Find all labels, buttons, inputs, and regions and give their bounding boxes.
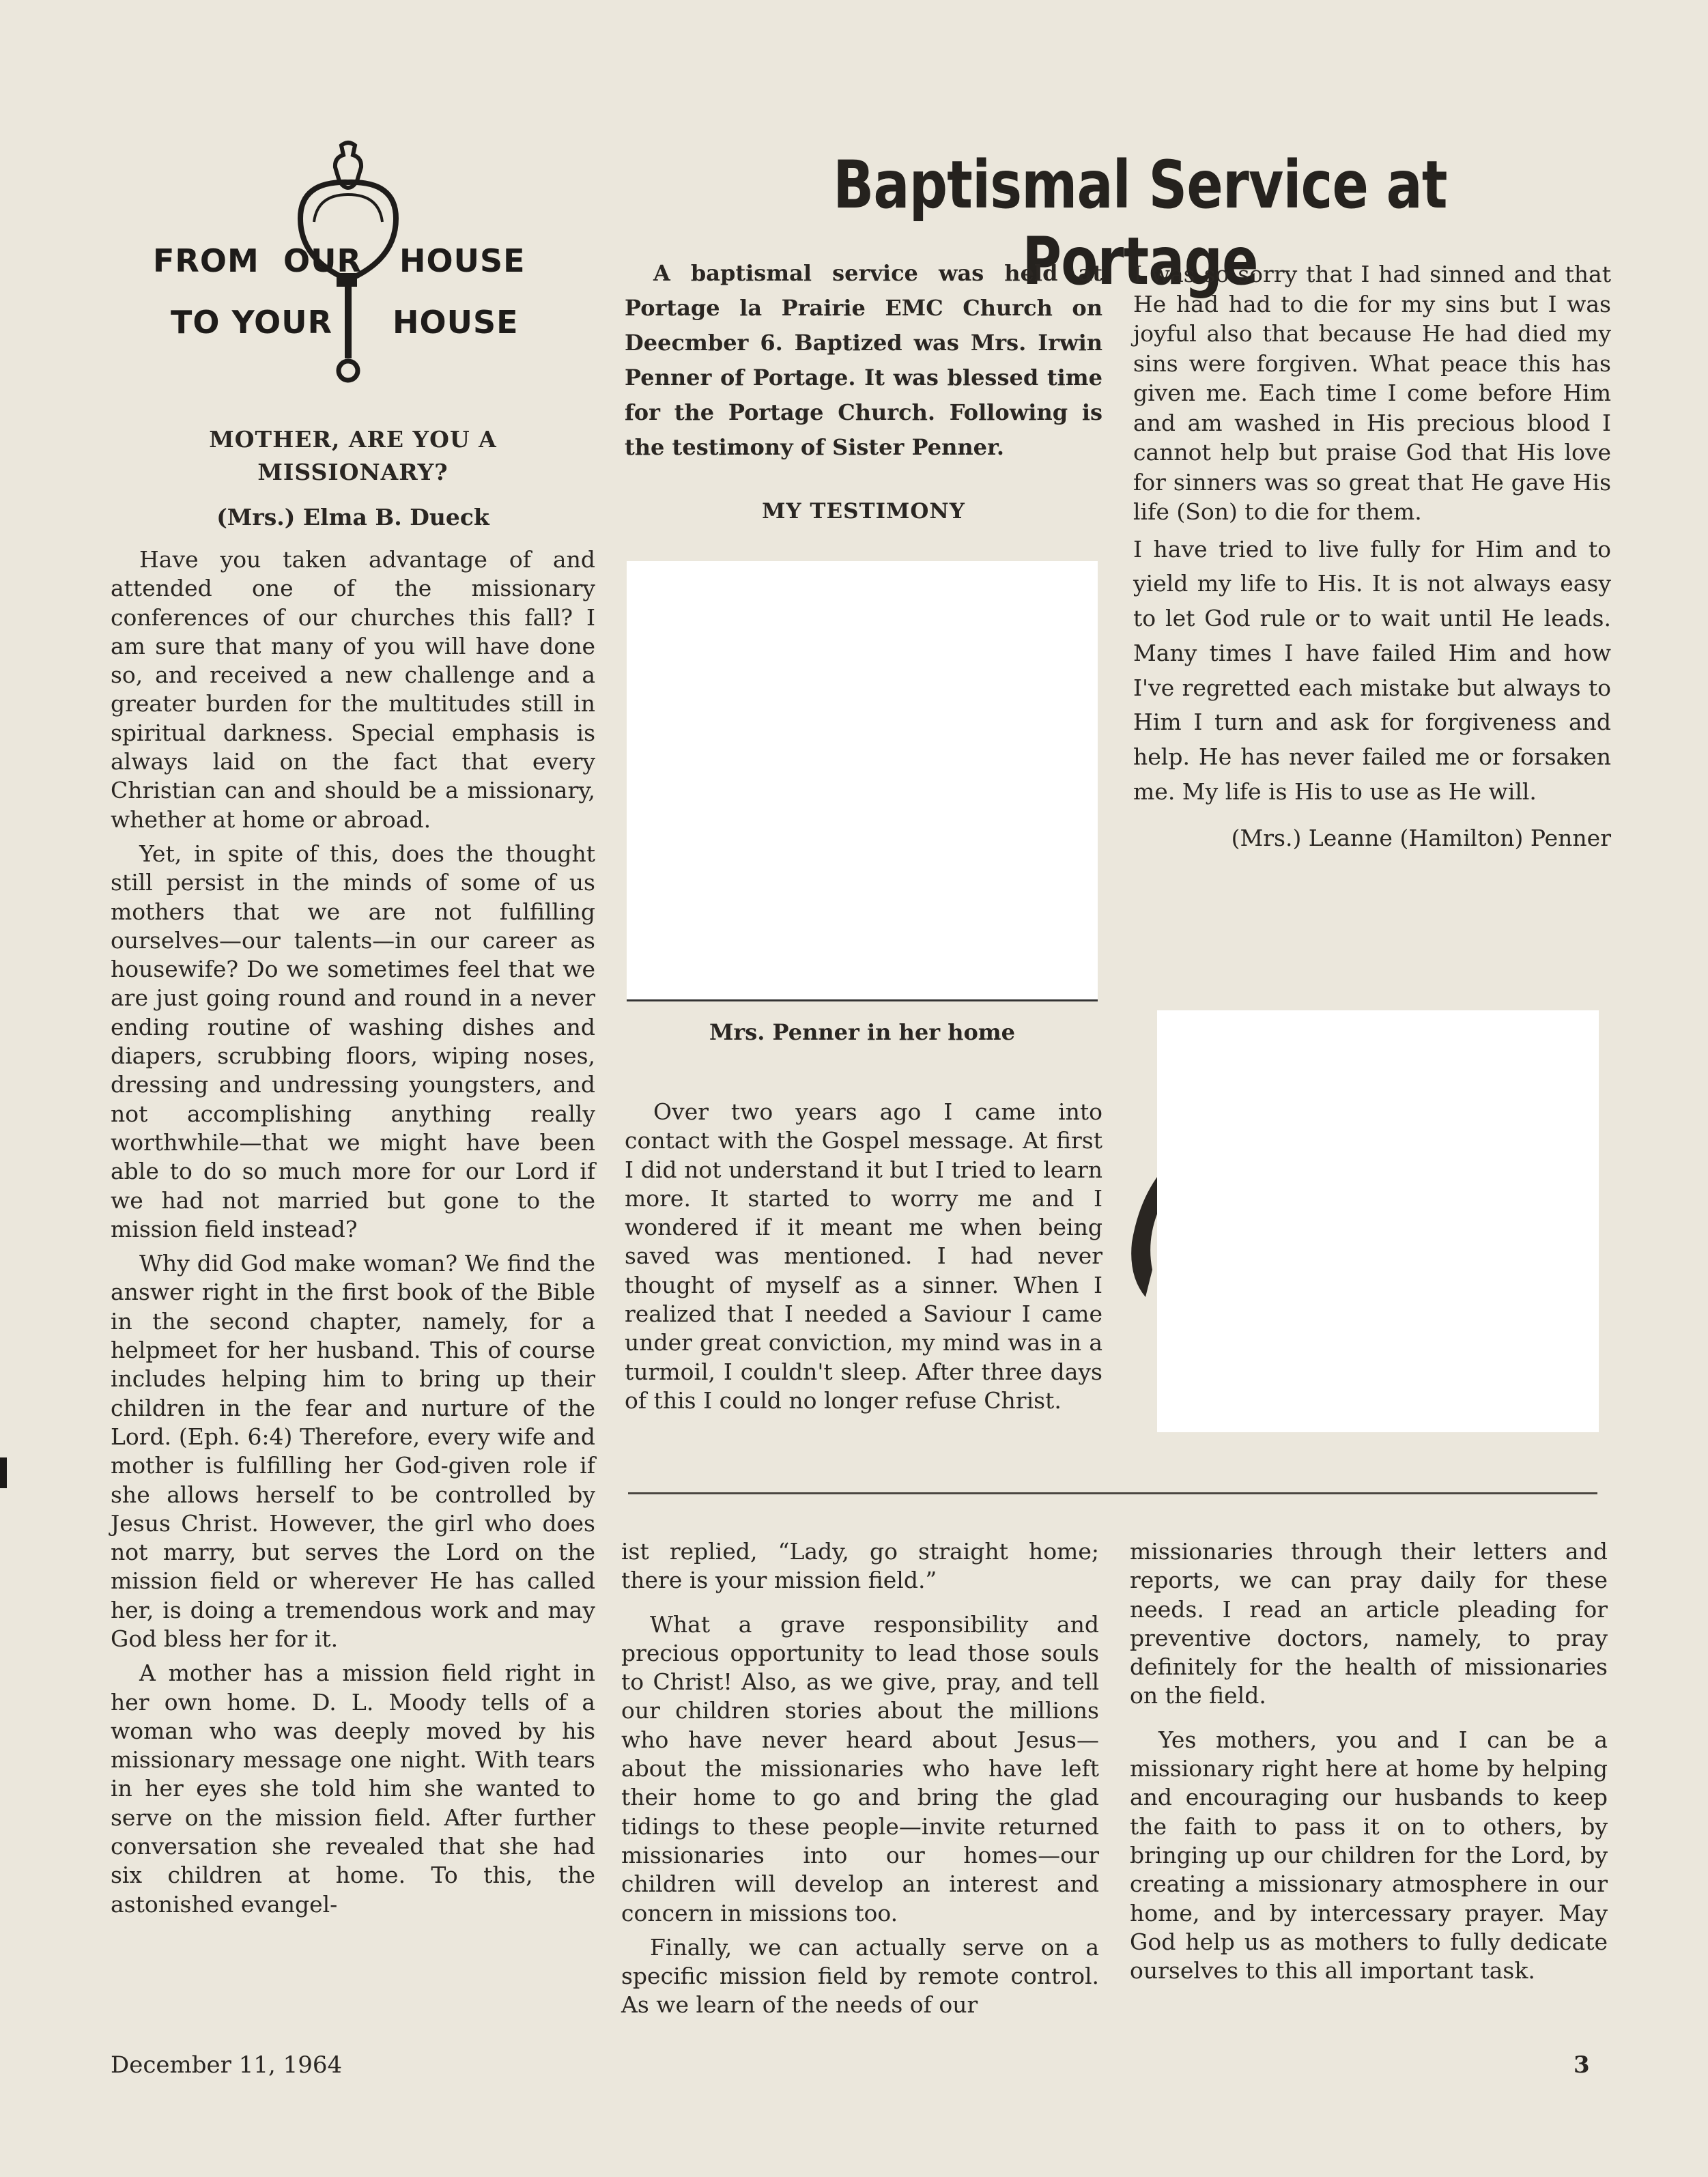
logo-word-from: FROM [153,242,259,279]
testimony-paragraph: I was so sorry that I had sinned and that He had had to die for my sins but I was joyful also that because He had died my sins were forgiven. What peace this has given me. Each time I come before Him and am washed in His precious blood I cannot help but praise God that His love for sinners was so great that He gave His life (Son) to die for them. [1133,261,1611,525]
photo-second [1157,1010,1599,1432]
article-paragraph: Yet, in spite of this, does the thought still persist in the minds of some of us mothers that we are not fulfilling ourselves—our talents—in our career as housewife? Do we sometimes feel that we are just going round and round in a never ending routine of washing dishes and diapers, scrubbing floors, wiping noses, dressing and undressing youngsters, and not accomplishing anything really worthwhile—that we might have been able to do so much more for our Lord if we had not married but gone to the mission field instead? [111,840,595,1242]
continuation-paragraph: ist replied, “Lady, go straight home; there is your mission field.” [621,1538,1099,1594]
article-paragraph: Have you taken advantage of and attended one of the missionary conferences of our churches this fall? I am sure that many of you will have done so, and received a new challenge and a greater burden for the multitudes still in spiritual darkness. Special emphasis is always laid on the fact that every Christian can and should be a missionary, whether at home or abroad. [111,546,595,833]
testimony-part-1 [625,1098,1102,1415]
testimony-paragraph: I have tried to live fully for Him and to yield my life to His. It is not always easy to let God rule or to wait until He leads. Many times I have failed Him and how I've regretted each mistake but always to Him I turn and ask for forgiveness and help. He has never failed me or forsaken me. My life is His to use as He will. [1133,535,1611,806]
logo-word-house-2: HOUSE [393,304,519,341]
left-article [111,423,595,1919]
logo-word-house: HOUSE [399,242,526,279]
testimony-paragraph: Over two years ago I came into contact with the Gospel message. At first I did not understand it but I tried to learn more. It started to worry me and I wondered if it meant me when being saved was mentioned. I had never thought of myself as a sinner. When I realized that I needed a Saviour I came under great conviction, my mind was in a turmoil, I couldn't sleep. After three days of this I could no longer refuse Christ. [625,1098,1102,1414]
continuation-paragraph: missionaries through their letters and reports, we can pray daily for these needs. I read an article pleading for preventive doctors, namely, to pray definitely for the health of missionaries on the field. [1130,1538,1608,1709]
continuation-paragraph: Finally, we can actually serve on a specific mission field by remote control. As we learn of the needs of our [621,1933,1099,2019]
photo-caption: Mrs. Penner in her home [709,1019,1016,1045]
baptism-intro-text: A baptismal service was held at Portage la Prairie EMC Church on Deecmber 6. Baptized was Mrs. Irwin Penner of Portage. It was blessed time for the Portage Church. Following is the testimony of Sister Penner. [625,260,1102,460]
column-logo [143,140,567,386]
testimony-heading: MY TESTIMONY [762,499,965,524]
baptism-intro [625,256,1102,524]
continuation-paragraph: What a grave responsibility and precious opportunity to lead those souls to Christ! Also, as we give, pray, and tell our children stories about the millions who have never heard about Jesus—about the missionaries who have left their home to go and bring the glad tidings to these people—invite returned missionaries into our homes—our children will develop an interest and concern in missions too. [621,1610,1099,1926]
page-number: 3 [1574,2051,1590,2079]
testimony-continued [1133,259,1611,851]
testimony-signature: (Mrs.) Leanne (Hamilton) Penner [1231,824,1611,851]
article-byline: (Mrs.) Elma B. Dueck [216,504,489,530]
article-paragraph: A mother has a mission field right in her own home. D. L. Moody tells of a woman who was deeply moved by his missionary message one night. With tears in her eyes she told him she wanted to serve on the mission field. After further conversation she revealed that she had six children at home. To this, the astonished evangel- [111,1660,595,1918]
continuation-paragraph: Yes mothers, you and I can be a missionary right here at home by helping and encouraging our husbands to keep the faith to pass it on to others, by bringing up our children for the Lord, by creating a missionary atmosphere in our home, and by intercessary prayer. May God help us as mothers to fully dedicate ourselves to this all important task. [1130,1726,1608,1984]
logo-word-to-your: TO YOUR [171,304,333,341]
logo-word-our: OUR [283,242,362,279]
photo-mrs-penner [627,561,1098,1001]
continuation-middle [621,1537,1099,2020]
issue-date: December 11, 1964 [111,2051,343,2079]
article-heading: MOTHER, ARE YOU A MISSIONARY? [209,426,497,485]
continuation-right [1130,1537,1608,1985]
section-divider [628,1492,1597,1494]
margin-mark [0,1457,7,1488]
article-paragraph: Why did God make woman? We find the answer right in the first book of the Bible in the second chapter, namely, for a helpmeet for her husband. This of course includes helping him to bring up their children in the fear and nurture of the Lord. (Eph. 6:4) Therefore, every wife and mother is fulfilling her God-given role if she allows herself to be controlled by Jesus Christ. However, the girl who does not marry, but serves the Lord on the mission field or wherever He has called her, is doing a tremendous work and may God bless her for it. [111,1250,595,1652]
page-title: Baptismal Service at Portage [833,147,1447,300]
